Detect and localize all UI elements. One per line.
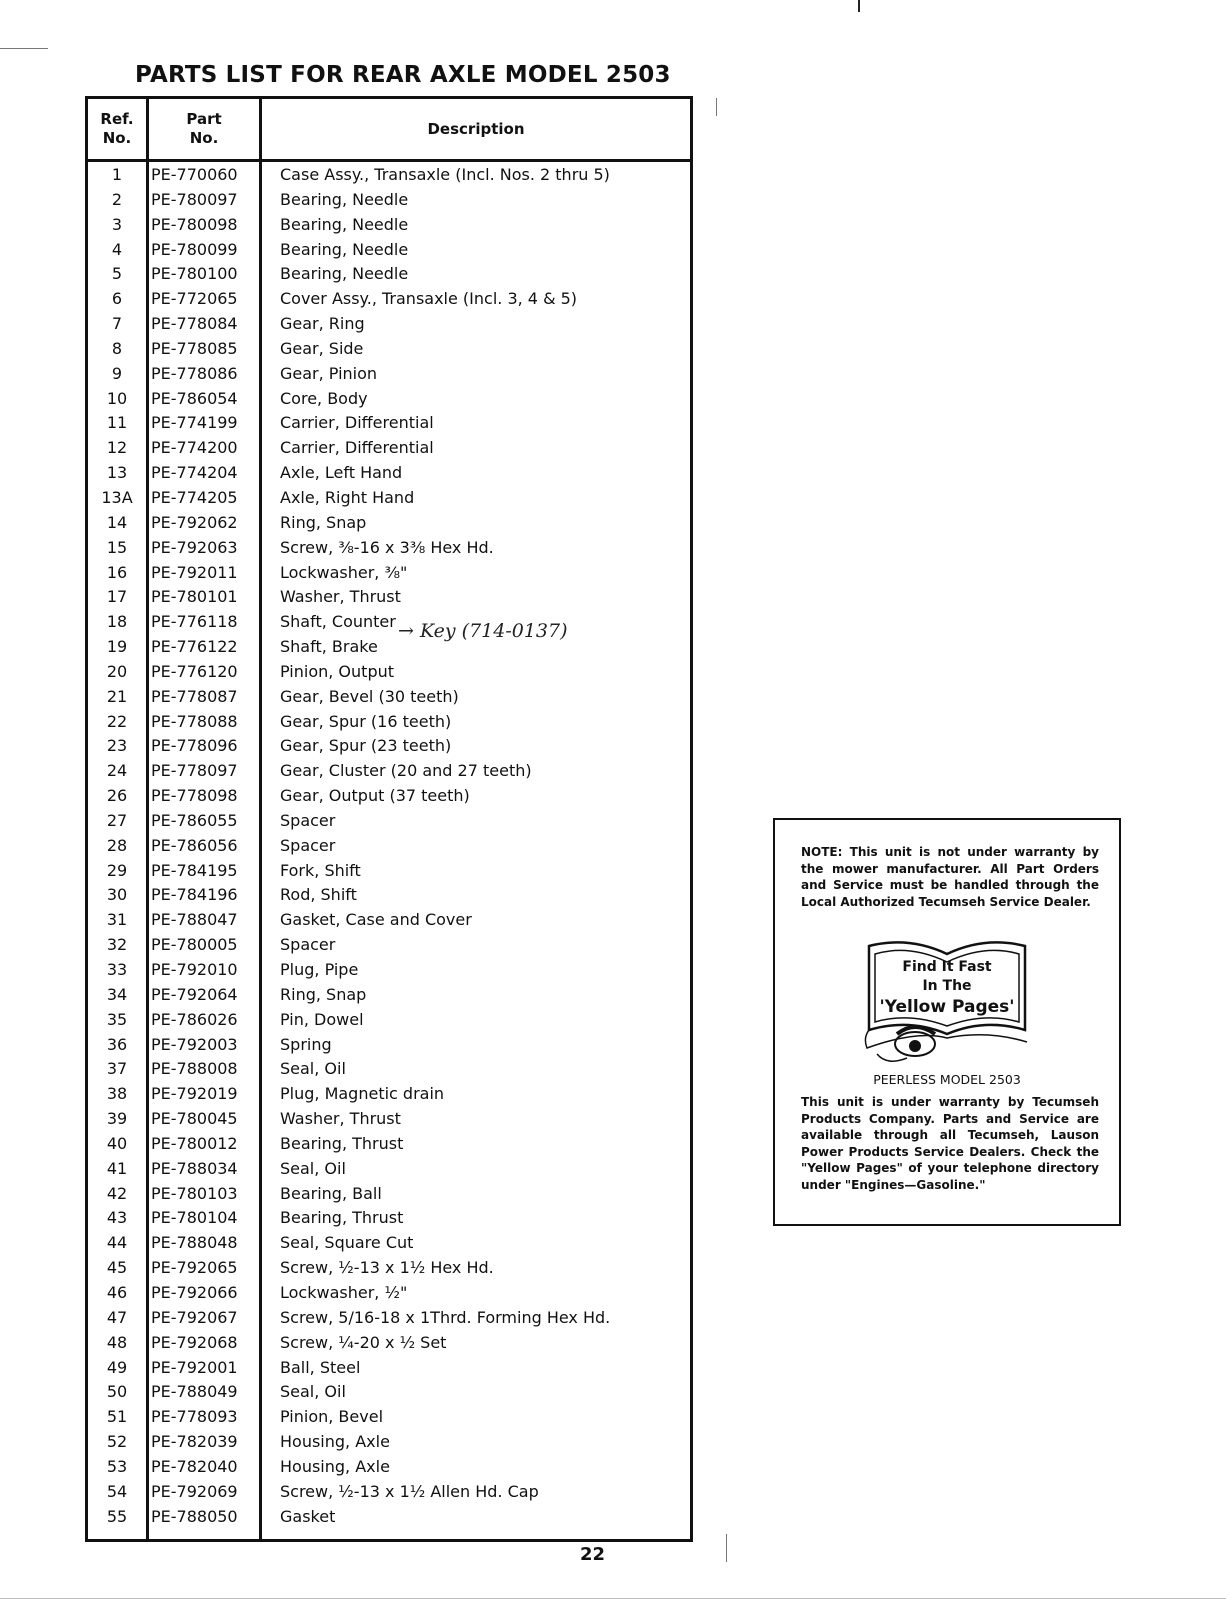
description-cell: Screw, ½-13 x 1½ Hex Hd. <box>280 1258 494 1278</box>
part-number-cell: PE-792069 <box>151 1481 238 1501</box>
description-cell: Shaft, Counter <box>280 612 396 632</box>
part-number-cell: PE-792066 <box>151 1282 238 1302</box>
table-row <box>88 1306 690 1331</box>
table-header <box>88 99 690 162</box>
description-cell: Seal, Oil <box>280 1158 346 1178</box>
description-cell: Bearing, Thrust <box>280 1133 404 1153</box>
part-number-cell: PE-778088 <box>151 711 238 731</box>
part-number-cell: PE-778084 <box>151 314 238 334</box>
part-number-cell: PE-780100 <box>151 264 238 284</box>
description-cell: Gasket <box>280 1506 336 1526</box>
page-title: PARTS LIST FOR REAR AXLE MODEL 2503 <box>135 62 671 88</box>
part-number-cell: PE-780099 <box>151 239 238 259</box>
description-cell: Cover Assy., Transaxle (Incl. 3, 4 & 5) <box>280 289 578 309</box>
description-cell: Gear, Spur (16 teeth) <box>280 711 452 731</box>
yellow-pages-text: Find It Fast In The 'Yellow Pages' <box>879 959 1015 1017</box>
description-cell: Housing, Axle <box>280 1456 390 1476</box>
scan-mark <box>716 98 717 116</box>
ref-cell: 40 <box>106 1133 128 1153</box>
table-row <box>88 561 690 586</box>
part-number-cell: PE-780012 <box>151 1133 238 1153</box>
ref-cell: 35 <box>106 1009 128 1029</box>
ref-cell: 27 <box>106 810 128 830</box>
table-row <box>88 635 690 660</box>
table-row <box>88 1281 690 1306</box>
description-cell: Gasket, Case and Cover <box>280 910 472 930</box>
table-row <box>88 1405 690 1430</box>
part-number-cell: PE-788050 <box>151 1506 238 1526</box>
table-row <box>88 436 690 461</box>
description-cell: Gear, Output (37 teeth) <box>280 786 470 806</box>
ref-cell: 7 <box>111 314 123 334</box>
ref-cell: 50 <box>106 1382 128 1402</box>
ref-cell: 43 <box>106 1208 128 1228</box>
part-number-cell: PE-792019 <box>151 1084 238 1104</box>
model-caption: PEERLESS MODEL 2503 <box>873 1072 1021 1087</box>
table-row <box>88 958 690 983</box>
part-number-cell: PE-774204 <box>151 463 238 483</box>
ref-cell: 16 <box>106 562 128 582</box>
table-row <box>88 1008 690 1033</box>
table-row <box>88 1082 690 1107</box>
description-cell: Case Assy., Transaxle (Incl. Nos. 2 thru 5) <box>280 165 610 184</box>
ref-cell: 44 <box>106 1233 128 1253</box>
table-row <box>88 1331 690 1356</box>
table-row <box>88 262 690 287</box>
part-number-cell: PE-778093 <box>151 1407 238 1427</box>
description-cell: Carrier, Differential <box>280 438 434 458</box>
table-row <box>88 1107 690 1132</box>
header-description: Description <box>427 119 525 138</box>
part-number-cell: PE-792065 <box>151 1258 238 1278</box>
table-row <box>88 585 690 610</box>
warranty-text: This unit is under warranty by Tecumseh Products Company. Parts and Service are available through all Tecumseh, Lauson Power Products Service Dealers. Check the "Yellow Pages" of your telephone directory under "Engines—Gasoline." <box>801 1095 1099 1192</box>
table-row <box>88 1182 690 1207</box>
ref-cell: 34 <box>106 984 128 1004</box>
description-cell: Pinion, Bevel <box>280 1407 384 1427</box>
table-row <box>88 1356 690 1381</box>
table-body <box>88 163 690 1529</box>
description-cell: Spacer <box>280 810 336 830</box>
part-number-cell: PE-788047 <box>151 910 238 930</box>
description-cell: Housing, Axle <box>280 1432 390 1452</box>
table-row <box>88 1033 690 1058</box>
description-cell: Washer, Thrust <box>280 587 401 607</box>
description-cell: Gear, Side <box>280 338 364 358</box>
part-number-cell: PE-784195 <box>151 860 238 880</box>
ref-cell: 13A <box>101 487 133 507</box>
part-number-cell: PE-780101 <box>151 587 238 607</box>
description-cell: Bearing, Needle <box>280 189 409 209</box>
table-row <box>88 610 690 635</box>
description-cell: Lockwasher, ⅜" <box>280 562 408 582</box>
description-cell: Gear, Spur (23 teeth) <box>280 736 452 756</box>
part-number-cell: PE-792067 <box>151 1307 238 1327</box>
ref-cell: 21 <box>106 686 128 706</box>
ref-cell: 12 <box>106 438 128 458</box>
description-cell: Bearing, Needle <box>280 214 409 234</box>
part-number-cell: PE-778098 <box>151 786 238 806</box>
note-text: NOTE: This unit is not under warranty by the mower manufacturer. All Part Orders and Service must be handled through the Local Authorized Tecumseh Service Dealer. <box>801 845 1099 909</box>
ref-cell: 15 <box>106 537 128 557</box>
part-number-cell: PE-778087 <box>151 686 238 706</box>
ref-cell: 24 <box>106 761 128 781</box>
part-number-cell: PE-780104 <box>151 1208 238 1228</box>
ref-cell: 46 <box>106 1282 128 1302</box>
table-row <box>88 1505 690 1530</box>
part-number-cell: PE-776120 <box>151 661 238 681</box>
ref-cell: 2 <box>111 189 123 209</box>
description-cell: Pin, Dowel <box>280 1009 364 1029</box>
table-row <box>88 734 690 759</box>
part-number-cell: PE-786055 <box>151 810 238 830</box>
table-row <box>88 1132 690 1157</box>
part-number-cell: PE-792064 <box>151 984 238 1004</box>
description-cell: Screw, ¼-20 x ½ Set <box>280 1332 447 1352</box>
table-row <box>88 685 690 710</box>
description-cell: Axle, Left Hand <box>280 463 403 483</box>
table-row <box>88 859 690 884</box>
description-cell: Pinion, Output <box>280 661 395 681</box>
part-number-cell: PE-780103 <box>151 1183 238 1203</box>
ref-cell: 5 <box>111 264 123 284</box>
part-number-cell: PE-772065 <box>151 289 238 309</box>
part-number-cell: PE-780045 <box>151 1109 238 1129</box>
ref-cell: 36 <box>106 1034 128 1054</box>
table-row <box>88 710 690 735</box>
part-number-cell: PE-776118 <box>151 612 238 632</box>
part-number-cell: PE-774205 <box>151 487 238 507</box>
table-row <box>88 1231 690 1256</box>
ref-cell: 28 <box>106 835 128 855</box>
ref-cell: 37 <box>106 1059 128 1079</box>
ref-cell: 51 <box>106 1407 128 1427</box>
description-cell: Ball, Steel <box>280 1357 361 1377</box>
table-row <box>88 238 690 263</box>
part-number-cell: PE-780098 <box>151 214 238 234</box>
ref-cell: 13 <box>106 463 128 483</box>
part-number-cell: PE-778085 <box>151 338 238 358</box>
ref-cell: 39 <box>106 1109 128 1129</box>
table-row <box>88 1380 690 1405</box>
description-cell: Plug, Pipe <box>280 960 359 979</box>
table-row <box>88 337 690 362</box>
ref-cell: 14 <box>106 512 128 532</box>
table-row <box>88 983 690 1008</box>
part-number-cell: PE-786056 <box>151 835 238 855</box>
description-cell: Spacer <box>280 935 336 955</box>
ref-cell: 9 <box>111 363 123 383</box>
description-cell: Carrier, Differential <box>280 413 434 433</box>
description-cell: Seal, Square Cut <box>280 1233 414 1253</box>
part-number-cell: PE-786026 <box>151 1009 238 1029</box>
ref-cell: 48 <box>106 1332 128 1352</box>
ref-cell: 3 <box>111 214 123 234</box>
table-row <box>88 908 690 933</box>
description-cell: Ring, Snap <box>280 984 367 1004</box>
part-number-cell: PE-788048 <box>151 1233 238 1253</box>
ref-cell: 4 <box>111 239 123 259</box>
ref-cell: 26 <box>106 786 128 806</box>
description-cell: Axle, Right Hand <box>280 487 415 507</box>
parts-table <box>85 96 693 1542</box>
table-row <box>88 163 690 188</box>
description-cell: Gear, Cluster (20 and 27 teeth) <box>280 761 532 781</box>
scan-mark <box>0 1598 1226 1599</box>
part-number-cell: PE-776122 <box>151 637 238 657</box>
part-number-cell: PE-774199 <box>151 413 238 433</box>
ref-cell: 1 <box>111 165 123 184</box>
part-number-cell: PE-792003 <box>151 1034 238 1054</box>
part-number-cell: PE-780005 <box>151 935 238 955</box>
part-number-cell: PE-778086 <box>151 363 238 383</box>
table-row <box>88 1256 690 1281</box>
description-cell: Rod, Shift <box>280 885 357 905</box>
ref-cell: 53 <box>106 1456 128 1476</box>
ref-cell: 11 <box>106 413 128 433</box>
description-cell: Spring <box>280 1034 332 1054</box>
ref-cell: 47 <box>106 1307 128 1327</box>
ref-cell: 55 <box>106 1506 128 1526</box>
description-cell: Washer, Thrust <box>280 1109 401 1129</box>
table-row <box>88 213 690 238</box>
table-row <box>88 883 690 908</box>
part-number-cell: PE-774200 <box>151 438 238 458</box>
part-number-cell: PE-778096 <box>151 736 238 756</box>
part-number-cell: PE-788008 <box>151 1059 238 1079</box>
scan-mark <box>0 48 48 49</box>
table-row <box>88 287 690 312</box>
description-cell: Plug, Magnetic drain <box>280 1084 445 1104</box>
table-row <box>88 759 690 784</box>
ref-cell: 45 <box>106 1258 128 1278</box>
ref-cell: 8 <box>111 338 123 358</box>
part-number-cell: PE-770060 <box>151 165 238 184</box>
ref-cell: 17 <box>106 587 128 607</box>
table-row <box>88 660 690 685</box>
table-row <box>88 486 690 511</box>
description-cell: Bearing, Needle <box>280 264 409 284</box>
part-number-cell: PE-792062 <box>151 512 238 532</box>
table-row <box>88 933 690 958</box>
part-number-cell: PE-782039 <box>151 1432 238 1452</box>
description-cell: Ring, Snap <box>280 512 367 532</box>
table-row <box>88 1430 690 1455</box>
table-row <box>88 461 690 486</box>
description-cell: Screw, 5/16-18 x 1Thrd. Forming Hex Hd. <box>280 1307 611 1327</box>
part-number-cell: PE-792011 <box>151 562 238 582</box>
ref-cell: 32 <box>106 935 128 955</box>
table-row <box>88 834 690 859</box>
description-cell: Lockwasher, ½" <box>280 1282 408 1302</box>
part-number-cell: PE-792068 <box>151 1332 238 1352</box>
description-cell: Spacer <box>280 835 336 855</box>
table-row <box>88 511 690 536</box>
description-cell: Screw, ½-13 x 1½ Allen Hd. Cap <box>280 1481 539 1501</box>
ref-cell: 41 <box>106 1158 128 1178</box>
description-cell: Gear, Bevel (30 teeth) <box>280 686 459 706</box>
table-row <box>88 411 690 436</box>
yellow-pages-sign <box>857 934 1037 1074</box>
description-cell: Fork, Shift <box>280 860 361 880</box>
ref-cell: 49 <box>106 1357 128 1377</box>
ref-cell: 23 <box>106 736 128 756</box>
ref-cell: 42 <box>106 1183 128 1203</box>
part-number-cell: PE-782040 <box>151 1456 238 1476</box>
ref-cell: 10 <box>106 388 128 408</box>
warranty-note-box <box>773 818 1121 1226</box>
scan-mark <box>858 0 860 12</box>
part-number-cell: PE-792063 <box>151 537 238 557</box>
ref-cell: 33 <box>106 960 128 979</box>
table-row <box>88 809 690 834</box>
ref-cell: 30 <box>106 885 128 905</box>
table-row <box>88 387 690 412</box>
table-row <box>88 1206 690 1231</box>
description-cell: Gear, Pinion <box>280 363 378 383</box>
table-row <box>88 362 690 387</box>
table-row <box>88 1455 690 1480</box>
ref-cell: 54 <box>106 1481 128 1501</box>
description-cell: Shaft, Brake <box>280 637 378 657</box>
header-ref: Ref. No. <box>100 110 134 147</box>
description-cell: Seal, Oil <box>280 1382 346 1402</box>
part-number-cell: PE-792010 <box>151 960 238 979</box>
ref-cell: 29 <box>106 860 128 880</box>
ref-cell: 31 <box>106 910 128 930</box>
description-cell: Bearing, Thrust <box>280 1208 404 1228</box>
ref-cell: 52 <box>106 1432 128 1452</box>
header-part: Part No. <box>186 110 222 147</box>
ref-cell: 20 <box>106 661 128 681</box>
scan-mark <box>726 1534 727 1562</box>
description-cell: Screw, ⅜-16 x 3⅜ Hex Hd. <box>280 537 494 557</box>
ref-cell: 18 <box>106 612 128 632</box>
description-cell: Gear, Ring <box>280 314 365 334</box>
table-row <box>88 784 690 809</box>
table-row <box>88 1057 690 1082</box>
ref-cell: 22 <box>106 711 128 731</box>
ref-cell: 19 <box>106 637 128 657</box>
table-row <box>88 312 690 337</box>
part-number-cell: PE-784196 <box>151 885 238 905</box>
description-cell: Bearing, Needle <box>280 239 409 259</box>
ref-cell: 6 <box>111 289 123 309</box>
page-number: 22 <box>580 1544 606 1565</box>
description-cell: Seal, Oil <box>280 1059 346 1079</box>
handwritten-note: → Key (714-0137) <box>398 620 568 642</box>
part-number-cell: PE-778097 <box>151 761 238 781</box>
part-number-cell: PE-780097 <box>151 189 238 209</box>
part-number-cell: PE-792001 <box>151 1357 238 1377</box>
table-row <box>88 188 690 213</box>
table-row <box>88 1480 690 1505</box>
table-row <box>88 536 690 561</box>
table-row <box>88 1157 690 1182</box>
part-number-cell: PE-786054 <box>151 388 238 408</box>
part-number-cell: PE-788034 <box>151 1158 238 1178</box>
part-number-cell: PE-788049 <box>151 1382 238 1402</box>
ref-cell: 38 <box>106 1084 128 1104</box>
description-cell: Bearing, Ball <box>280 1183 382 1203</box>
description-cell: Core, Body <box>280 388 368 408</box>
